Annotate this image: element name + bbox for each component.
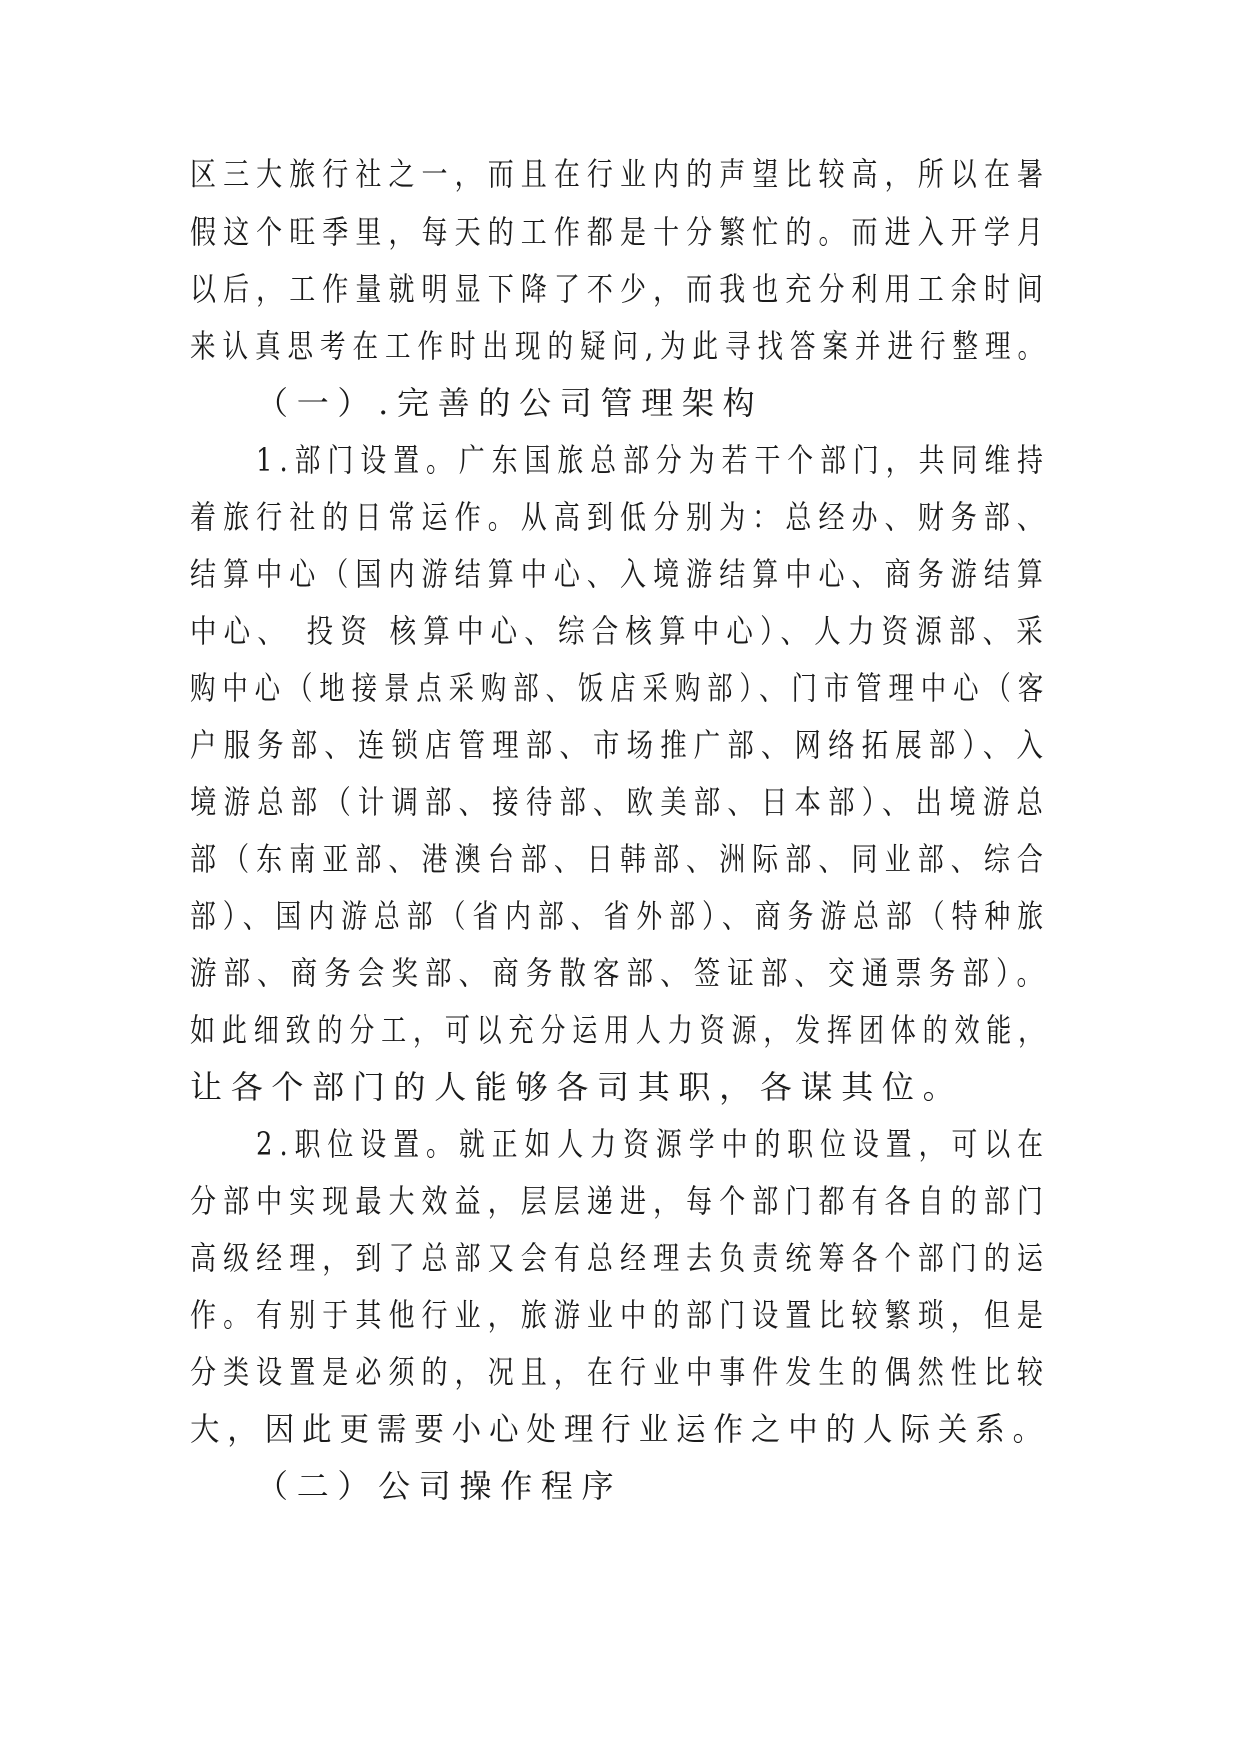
paragraph-line: 大，因此更需要小心处理行业运作之中的人际关系。 — [190, 1410, 1051, 1448]
paragraph-line: 1.部门设置。广东国旅总部分为若干个部门，共同维持 — [256, 441, 1051, 479]
paragraph-line: 区三大旅行社之一，而且在行业内的声望比较高，所以在暑 — [190, 155, 1051, 193]
paragraph-line: 户服务部、连锁店管理部、市场推广部、网络拓展部）、入 — [190, 726, 1051, 764]
paragraph-line: 结算中心（国内游结算中心、入境游结算中心、商务游结算 — [190, 555, 1051, 593]
section-heading: （二）公司操作程序 — [256, 1467, 623, 1505]
paragraph-line: 如此细致的分工，可以充分运用人力资源，发挥团体的效能， — [190, 1011, 1051, 1049]
paragraph-line: 以后，工作量就明显下降了不少，而我也充分利用工余时间 — [190, 270, 1051, 308]
paragraph-line: 部（东南亚部、港澳台部、日韩部、洲际部、同业部、综合 — [190, 840, 1051, 878]
paragraph-line: 部）、国内游总部（省内部、省外部）、商务游总部（特种旅 — [190, 897, 1051, 935]
paragraph-line: 作。有别于其他行业，旅游业中的部门设置比较繁琐，但是 — [190, 1296, 1051, 1334]
paragraph-line: 来认真思考在工作时出现的疑问,为此寻找答案并进行整理。 — [190, 327, 1051, 365]
paragraph-line: 游部、商务会奖部、商务散客部、签证部、交通票务部）。 — [190, 954, 1051, 992]
paragraph-line: 购中心（地接景点采购部、饭店采购部）、门市管理中心（客 — [190, 669, 1051, 707]
paragraph-line: 分部中实现最大效益，层层递进，每个部门都有各自的部门 — [190, 1182, 1051, 1220]
paragraph-line: 分类设置是必须的，况且，在行业中事件发生的偶然性比较 — [190, 1353, 1051, 1391]
paragraph-line: 让各个部门的人能够各司其职，各谋其位。 — [190, 1068, 964, 1106]
paragraph-line: 着旅行社的日常运作。从高到低分别为：总经办、财务部、 — [190, 498, 1051, 536]
paragraph-line: 中心、 投资 核算中心、综合核算中心）、人力资源部、采 — [190, 612, 1050, 650]
paragraph-line: 2.职位设置。就正如人力资源学中的职位设置，可以在 — [256, 1125, 1051, 1163]
paragraph-line: 假这个旺季里，每天的工作都是十分繁忙的。而进入开学月 — [190, 213, 1051, 251]
paragraph-line: 高级经理，到了总部又会有总经理去负责统筹各个部门的运 — [190, 1239, 1051, 1277]
section-heading: （一）.完善的公司管理架构 — [256, 384, 764, 422]
paragraph-line: 境游总部（计调部、接待部、欧美部、日本部）、出境游总 — [190, 783, 1051, 821]
